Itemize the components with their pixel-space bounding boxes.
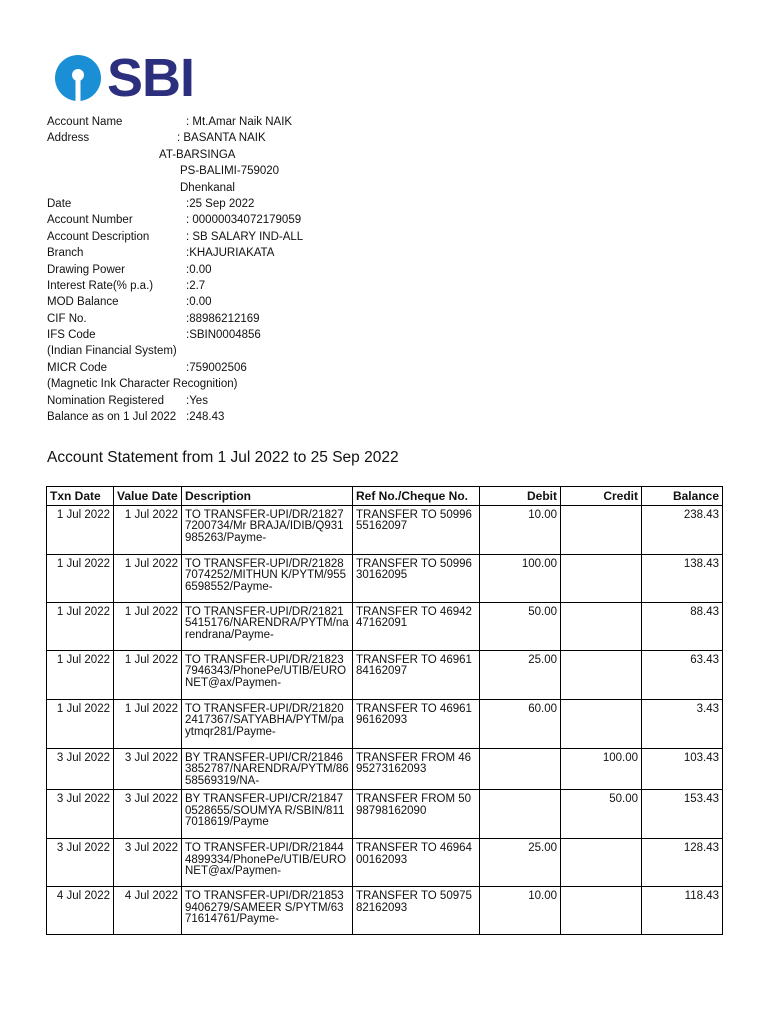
balance-cell: 3.43 <box>642 699 723 748</box>
account-info-label: (Magnetic Ink Character Recognition) <box>47 378 238 391</box>
account-info-value: :0.00 <box>186 296 212 309</box>
debit-cell <box>480 790 561 839</box>
description-cell: TO TRANSFER-UPI/DR/218202417367/SATYABHA/PYTM/paytmqr281/Payme- <box>182 699 353 748</box>
balance-cell: 63.43 <box>642 650 723 699</box>
balance-cell: 88.43 <box>642 602 723 650</box>
debit-cell: 50.00 <box>480 602 561 650</box>
value-date-cell: 4 Jul 2022 <box>114 887 182 935</box>
description-cell: TO TRANSFER-UPI/DR/218237946343/PhonePe/UTIB/EURONET@ax/Paymen- <box>182 650 353 699</box>
ref-no-cell: TRANSFER FROM 5098798162090 <box>353 790 480 839</box>
value-date-cell: 1 Jul 2022 <box>114 554 182 602</box>
account-info-label: Branch <box>47 247 84 260</box>
header-txn-date: Txn Date <box>47 487 114 506</box>
txn-date-cell: 1 Jul 2022 <box>47 554 114 602</box>
value-date-cell: 3 Jul 2022 <box>114 790 182 839</box>
account-info-value: Dhenkanal <box>180 181 235 194</box>
txn-date-cell: 1 Jul 2022 <box>47 505 114 554</box>
account-info-value: :248.43 <box>186 411 225 424</box>
table-row <box>47 839 723 887</box>
header-debit: Debit <box>480 487 561 506</box>
value-date-cell: 3 Jul 2022 <box>114 748 182 790</box>
header-ref-no: Ref No./Cheque No. <box>353 487 480 506</box>
account-info-value: :Yes <box>186 394 208 407</box>
description-cell: BY TRANSFER-UPI/CR/218470528655/SOUMYA R/SBIN/8117018619/Payme <box>182 790 353 839</box>
balance-cell: 118.43 <box>642 887 723 935</box>
ref-no-cell: TRANSFER FROM 4695273162093 <box>353 748 480 790</box>
description-cell: TO TRANSFER-UPI/DR/218539406279/SAMEER S/PYTM/6371614761/Payme- <box>182 887 353 935</box>
description-cell: TO TRANSFER-UPI/DR/218444899334/PhonePe/UTIB/EURONET@ax/Paymen- <box>182 839 353 887</box>
account-info-label: CIF No. <box>47 312 87 325</box>
ref-no-cell: TRANSFER TO 5099630162095 <box>353 554 480 602</box>
credit-cell <box>561 699 642 748</box>
account-info-label: MOD Balance <box>47 296 119 309</box>
account-info-label: Date <box>47 197 72 210</box>
account-info-value: :KHAJURIAKATA <box>186 247 275 260</box>
account-info-value: : 00000034072179059 <box>186 214 302 227</box>
value-date-cell: 1 Jul 2022 <box>114 602 182 650</box>
txn-date-cell: 4 Jul 2022 <box>47 887 114 935</box>
description-cell: TO TRANSFER-UPI/DR/218287074252/MITHUN K/PYTM/9556598552/Payme- <box>182 554 353 602</box>
transactions-table <box>46 486 723 935</box>
header-description: Description <box>182 487 353 506</box>
header-credit: Credit <box>561 487 642 506</box>
ref-no-cell: TRANSFER TO 4696184162097 <box>353 650 480 699</box>
table-row <box>47 650 723 699</box>
credit-cell <box>561 602 642 650</box>
table-header-row <box>47 487 723 506</box>
account-info-value: :SBIN0004856 <box>186 329 261 342</box>
logo-text: SBI <box>107 48 195 108</box>
txn-date-cell: 1 Jul 2022 <box>47 699 114 748</box>
ref-no-cell: TRANSFER TO 4696196162093 <box>353 699 480 748</box>
statement-title: Account Statement from 1 Jul 2022 to 25 Sep 2022 <box>47 449 399 466</box>
table-row <box>47 887 723 935</box>
table-row <box>47 790 723 839</box>
account-info-value: : SB SALARY IND-ALL <box>186 230 304 243</box>
balance-cell: 138.43 <box>642 554 723 602</box>
debit-cell: 25.00 <box>480 650 561 699</box>
account-info-value: : BASANTA NAIK <box>177 132 266 145</box>
txn-date-cell: 3 Jul 2022 <box>47 790 114 839</box>
ref-no-cell: TRANSFER TO 5099655162097 <box>353 505 480 554</box>
sbi-keyhole-logo-icon <box>55 55 101 101</box>
balance-cell: 153.43 <box>642 790 723 839</box>
debit-cell <box>480 748 561 790</box>
account-info-label: Account Name <box>47 116 123 128</box>
ref-no-cell: TRANSFER TO 5097582162093 <box>353 887 480 935</box>
txn-date-cell: 3 Jul 2022 <box>47 748 114 790</box>
account-info-label: IFS Code <box>47 329 96 342</box>
account-info-label: Balance as on 1 Jul 2022 <box>47 411 177 424</box>
account-info-label: Account Number <box>47 214 133 227</box>
txn-date-cell: 1 Jul 2022 <box>47 602 114 650</box>
table-row <box>47 505 723 554</box>
ref-no-cell: TRANSFER TO 4696400162093 <box>353 839 480 887</box>
account-info-label: Nomination Registered <box>47 394 164 407</box>
value-date-cell: 1 Jul 2022 <box>114 650 182 699</box>
credit-cell <box>561 887 642 935</box>
value-date-cell: 1 Jul 2022 <box>114 505 182 554</box>
credit-cell: 50.00 <box>561 790 642 839</box>
account-info-value: AT-BARSINGA <box>159 148 236 161</box>
header-value-date: Value Date <box>114 487 182 506</box>
table-row <box>47 554 723 602</box>
balance-cell: 103.43 <box>642 748 723 790</box>
ref-no-cell: TRANSFER TO 4694247162091 <box>353 602 480 650</box>
debit-cell: 10.00 <box>480 505 561 554</box>
account-info-value: : Mt.Amar Naik NAIK <box>186 116 293 128</box>
txn-date-cell: 1 Jul 2022 <box>47 650 114 699</box>
sbi-logo <box>55 48 195 108</box>
account-info-label: Interest Rate(% p.a.) <box>47 279 154 292</box>
table-row <box>47 748 723 790</box>
account-info-label: MICR Code <box>47 361 108 374</box>
description-cell: TO TRANSFER-UPI/DR/218215415176/NARENDRA/PYTM/narendrana/Payme- <box>182 602 353 650</box>
header-balance: Balance <box>642 487 723 506</box>
account-info-value: :759002506 <box>186 361 247 374</box>
account-info-value: :25 Sep 2022 <box>186 197 255 210</box>
description-cell: TO TRANSFER-UPI/DR/218277200734/Mr BRAJA/IDIB/Q931985263/Payme- <box>182 505 353 554</box>
credit-cell: 100.00 <box>561 748 642 790</box>
table-row <box>47 699 723 748</box>
account-info-label: Address <box>47 132 90 145</box>
account-info-label: Account Description <box>47 230 150 243</box>
debit-cell: 100.00 <box>480 554 561 602</box>
txn-date-cell: 3 Jul 2022 <box>47 839 114 887</box>
value-date-cell: 1 Jul 2022 <box>114 699 182 748</box>
account-info-value: PS-BALIMI-759020 <box>180 165 280 178</box>
balance-cell: 128.43 <box>642 839 723 887</box>
account-info-value: :88986212169 <box>186 312 260 325</box>
account-info-label: Drawing Power <box>47 263 125 276</box>
credit-cell <box>561 505 642 554</box>
account-info-value: :0.00 <box>186 263 212 276</box>
description-cell: BY TRANSFER-UPI/CR/218463852787/NARENDRA/PYTM/8658569319/NA- <box>182 748 353 790</box>
balance-cell: 238.43 <box>642 505 723 554</box>
account-info-label: (Indian Financial System) <box>47 345 177 358</box>
credit-cell <box>561 839 642 887</box>
debit-cell: 60.00 <box>480 699 561 748</box>
credit-cell <box>561 650 642 699</box>
table-row <box>47 602 723 650</box>
credit-cell <box>561 554 642 602</box>
debit-cell: 10.00 <box>480 887 561 935</box>
value-date-cell: 3 Jul 2022 <box>114 839 182 887</box>
debit-cell: 25.00 <box>480 839 561 887</box>
account-info-value: :2.7 <box>186 279 206 292</box>
